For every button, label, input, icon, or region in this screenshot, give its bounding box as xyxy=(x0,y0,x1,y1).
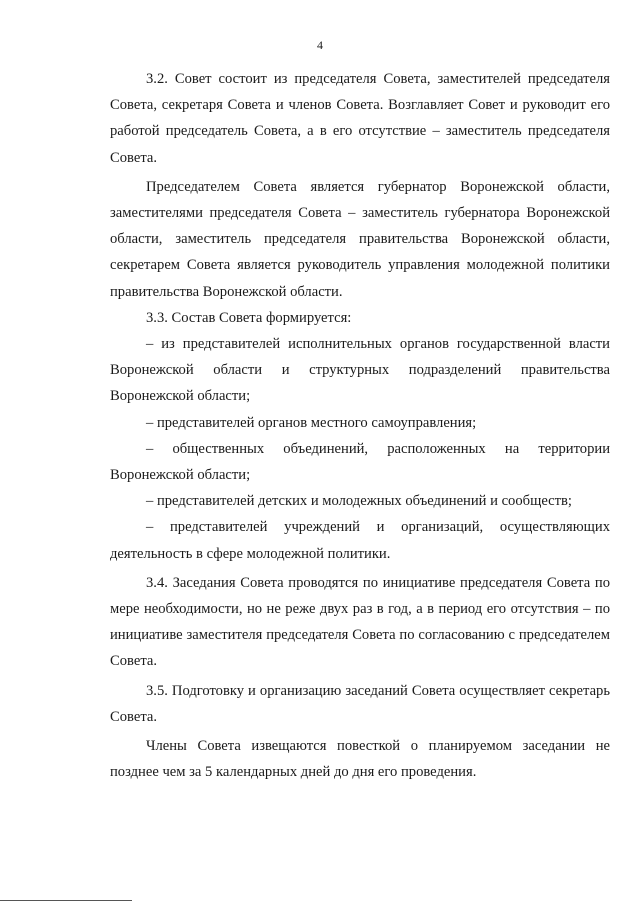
list-item-institutions: – представителей учреждений и организаций, осуществляющих деятельность в сфере молодежной политики. xyxy=(110,519,610,562)
paragraph-notification: Члены Совета извещаются повесткой о планируемом заседании не позднее чем за 5 календарных дней до дня его проведения. xyxy=(110,738,610,781)
page-number: 4 xyxy=(317,38,323,52)
list-item-local-government: – представителей органов местного самоуправления; xyxy=(146,414,477,431)
footnote-divider xyxy=(0,900,132,901)
paragraph-chairman: Председателем Совета является губернатор Воронежской области, заместителями председателя Совета – заместитель губернатора Воронежской области, заместитель председателя правительства Воронежской области, секретарем Совета является руководитель управления молодежной политики правительства Воронежской области. xyxy=(110,178,610,300)
list-item-public-associations: – общественных объединений, расположенных на территории Воронежской области; xyxy=(110,440,610,484)
paragraph-3-2: 3.2. Совет состоит из председателя Совета, заместителей председателя Совета, секретаря Совета и членов Совета. Возглавляет Совет и руководит его работой председатель Совета, а в его отсутствие – заместитель председателя Совета. xyxy=(110,71,610,166)
paragraph-3-5: 3.5. Подготовку и организацию заседаний Совета осуществляет секретарь Совета. xyxy=(110,682,610,725)
list-item-executive-bodies: – из представителей исполнительных органов государственной власти Воронежской области и структурных подразделений правительства Воронежской области; xyxy=(110,336,610,405)
paragraph-3-3: 3.3. Состав Совета формируется: xyxy=(146,309,352,326)
list-item-youth-associations: – представителей детских и молодежных объединений и сообществ; xyxy=(146,493,572,510)
document-body xyxy=(110,66,610,785)
paragraph-3-4: 3.4. Заседания Совета проводятся по инициативе председателя Совета по мере необходимости, но не реже двух раз в год, а в период его отсутствия – по инициативе заместителя председателя Совета по согласованию с председателем Совета. xyxy=(110,574,610,670)
